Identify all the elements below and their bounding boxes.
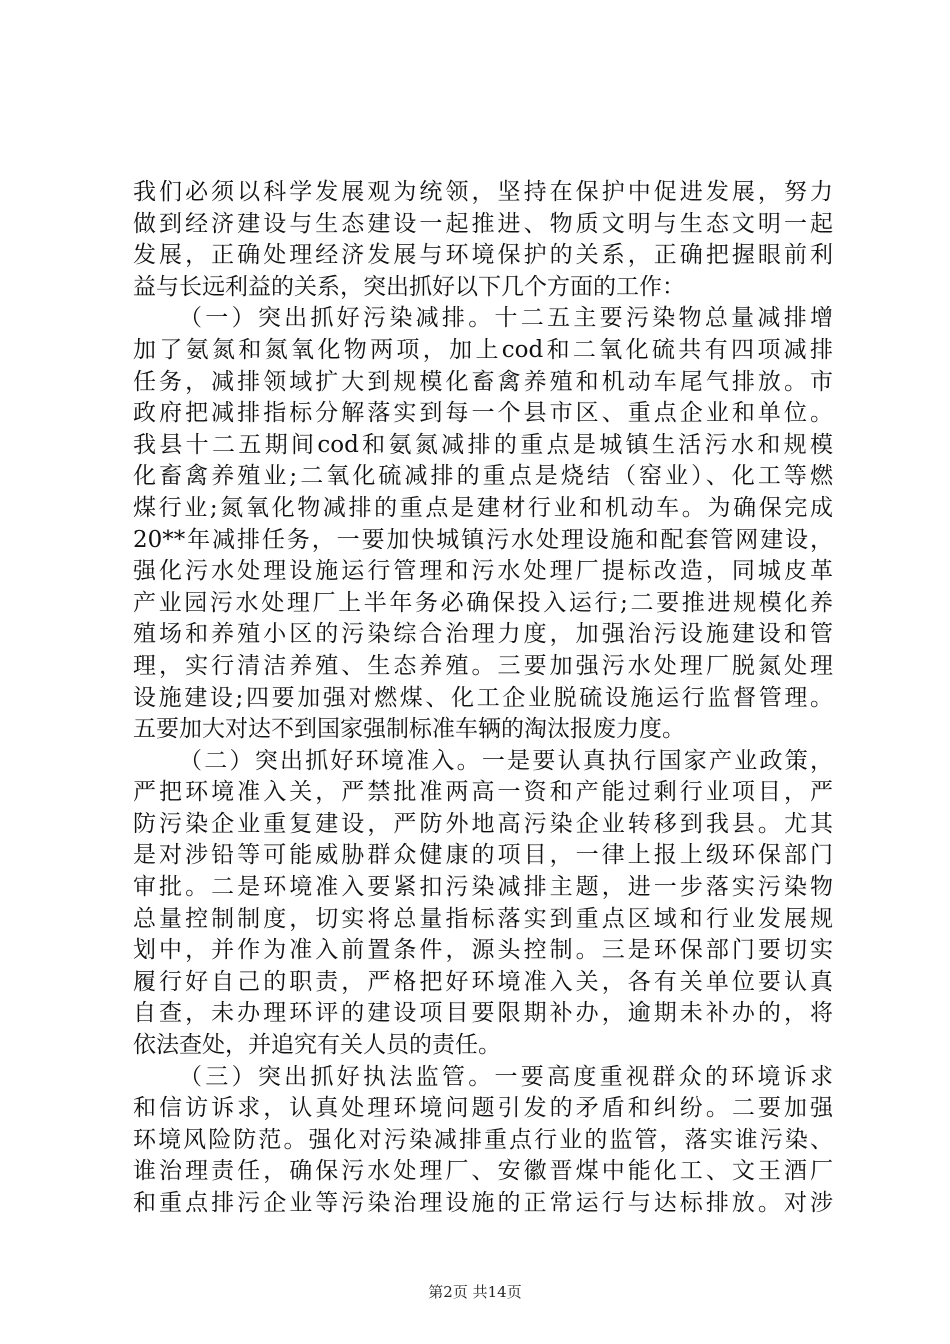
text-line: 20**年减排任务，一要加快城镇污水处理设施和配套管网建设， [133, 526, 833, 553]
text-line: 殖场和养殖小区的污染综合治理力度，加强治污设施建设和管 [133, 621, 833, 648]
text-line: 五要加大对达不到国家强制标准车辆的淘汰报废力度。 [133, 716, 685, 743]
text-line: （二）突出抓好环境准入。一是要认真执行国家产业政策， [179, 747, 833, 774]
text-line: 益与长远利益的关系，突出抓好以下几个方面的工作： [133, 273, 685, 300]
text-line: 理，实行清洁养殖、生态养殖。三要加强污水处理厂脱氮处理 [133, 652, 833, 679]
text-line: 严把环境准入关，严禁批准两高一资和产能过剩行业项目，严 [133, 779, 833, 806]
text-line: 是对涉铅等可能威胁群众健康的项目，一律上报上级环保部门 [133, 842, 833, 869]
page-footer: 第2页 共14页 [428, 1283, 522, 1301]
text-line: 谁治理责任，确保污水处理厂、安徽晋煤中能化工、文王酒厂 [133, 1158, 833, 1185]
text-line: 依法查处，并追究有关人员的责任。 [133, 1032, 501, 1059]
body-text [133, 177, 833, 1220]
text-line: 我县十二五期间cod和氨氮减排的重点是城镇生活污水和规模 [133, 431, 833, 458]
text-line: 审批。二是环境准入要紧扣污染减排主题，进一步落实污染物 [133, 874, 833, 901]
text-line: 总量控制制度，切实将总量指标落实到重点区域和行业发展规 [133, 905, 833, 932]
text-line: 加了氨氮和氮氧化物两项，加上cod和二氧化硫共有四项减排 [133, 336, 833, 363]
text-line: 任务，减排领域扩大到规模化畜禽养殖和机动车尾气排放。市 [133, 368, 833, 395]
text-line: 我们必须以科学发展观为统领，坚持在保护中促进发展，努力 [133, 179, 833, 205]
text-line: 设施建设;四要加强对燃煤、化工企业脱硫设施运行监督管理。 [133, 684, 833, 711]
text-line: 发展，正确处理经济发展与环境保护的关系，正确把握眼前利 [133, 242, 833, 269]
text-line: 化畜禽养殖业;二氧化硫减排的重点是烧结（窑业）、化工等燃 [133, 463, 833, 490]
text-line: 划中，并作为准入前置条件，源头控制。三是环保部门要切实 [133, 937, 833, 964]
text-line: 产业园污水处理厂上半年务必确保投入运行;二要推进规模化养 [133, 589, 833, 616]
text-line: 环境风险防范。强化对污染减排重点行业的监管，落实谁污染、 [133, 1126, 833, 1153]
text-line: 履行好自己的职责，严格把好环境准入关，各有关单位要认真 [133, 968, 833, 995]
text-line: （一）突出抓好污染减排。十二五主要污染物总量减排增 [179, 305, 833, 332]
text-line: 自查，未办理环评的建设项目要限期补办，逾期未补办的，将 [133, 1000, 833, 1027]
text-line: 煤行业;氮氧化物减排的重点是建材行业和机动车。为确保完成 [133, 494, 833, 521]
text-line: 强化污水处理设施运行管理和污水处理厂提标改造，同城皮革 [133, 558, 833, 585]
text-line: （三）突出抓好执法监管。一要高度重视群众的环境诉求 [179, 1063, 833, 1090]
text-line: 做到经济建设与生态建设一起推进、物质文明与生态文明一起 [133, 210, 833, 237]
text-line: 政府把减排指标分解落实到每一个县市区、重点企业和单位。 [133, 400, 833, 427]
text-line: 和信访诉求，认真处理环境问题引发的矛盾和纠纷。二要加强 [133, 1095, 833, 1122]
text-line: 和重点排污企业等污染治理设施的正常运行与达标排放。对涉 [133, 1190, 833, 1216]
text-line: 防污染企业重复建设，严防外地高污染企业转移到我县。尤其 [133, 810, 833, 837]
